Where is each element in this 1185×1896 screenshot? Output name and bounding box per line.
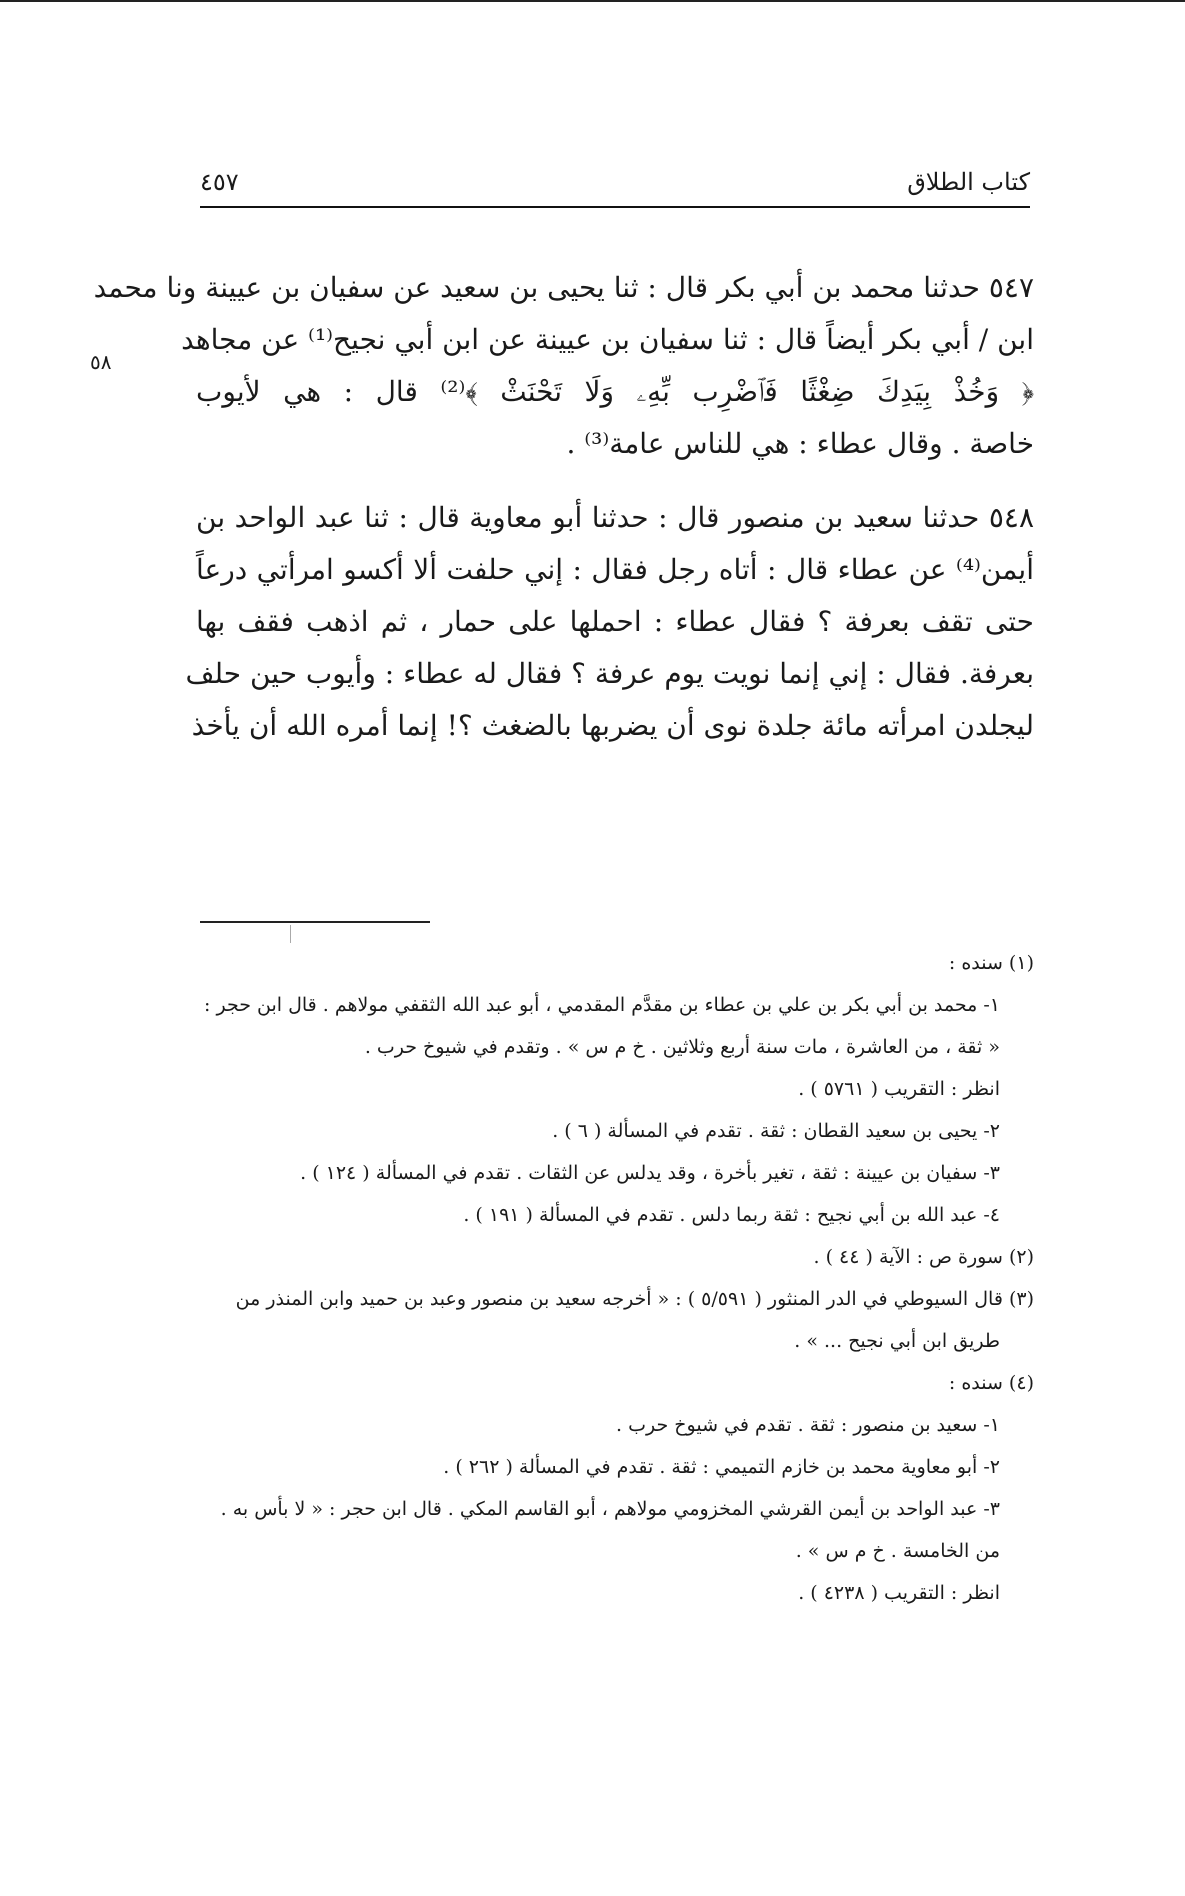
text-line: ٥٤٧ حدثنا محمد بن أبي بكر قال : ثنا يحيى بن سعيد عن سفيان بن عيينة ونا محمد xyxy=(93,271,1034,304)
running-header xyxy=(200,168,1030,208)
page-number: ٤٥٧ xyxy=(200,168,239,196)
footnotes xyxy=(196,942,1034,1614)
footnote-line: ٢- يحيى بن سعيد القطان : ثقة . تقدم في المسألة ( ٦ ) . xyxy=(552,1120,1000,1142)
text-line: خاصة . وقال عطاء : هي للناس عامة⁽³⁾ . xyxy=(566,427,1034,460)
footnote-line: ٣- عبد الواحد بن أيمن القرشي المخزومي مولاهم ، أبو القاسم المكي . قال ابن حجر : « لا بأس به . xyxy=(220,1498,1000,1520)
text-line: حتى تقف بعرفة ؟ فقال عطاء : احملها على حمار ، ثم اذهب فقف بها xyxy=(196,605,1034,638)
quran-verse-line: ﴿ وَخُذْ بِيَدِكَ ضِغْثًا فَٱضْرِب بِّهِۦ وَلَا تَحْنَثْ ﴾⁽²⁾ قال : هي لأيوب xyxy=(196,375,1034,408)
footnote-line: « ثقة ، من العاشرة ، مات سنة أربع وثلاثين . خ م س » . وتقدم في شيوخ حرب . xyxy=(364,1036,1000,1058)
footnote-line: انظر : التقريب ( ٥٧٦١ ) . xyxy=(798,1078,1000,1100)
footnote-line: (١) سنده : xyxy=(948,952,1034,974)
text-line: ٥٤٨ حدثنا سعيد بن منصور قال : حدثنا أبو معاوية قال : ثنا عبد الواحد بن xyxy=(196,501,1034,534)
hadith-548 xyxy=(185,492,1034,752)
footnote-line: (٤) سنده : xyxy=(948,1372,1034,1394)
text-line: بعرفة. فقال : إني إنما نويت يوم عرفة ؟ فقال له عطاء : وأيوب حين حلف xyxy=(185,657,1034,690)
footnote-line: ٤- عبد الله بن أبي نجيح : ثقة ربما دلس . تقدم في المسألة ( ١٩١ ) . xyxy=(463,1204,1000,1226)
footnote-line: ١- محمد بن أبي بكر بن علي بن عطاء بن مقدَّم المقدمي ، أبو عبد الله الثقفي مولاهم . قال ابن حجر : xyxy=(204,994,1000,1016)
text-line: ابن / أبي بكر أيضاً قال : ثنا سفيان بن عيينة عن ابن أبي نجيح⁽¹⁾ عن مجاهد xyxy=(181,323,1034,356)
footnote-line: (٢) سورة ص : الآية ( ٤٤ ) . xyxy=(813,1246,1034,1268)
scan-mark xyxy=(290,925,291,943)
footnote-line: ٢- أبو معاوية محمد بن خازم التميمي : ثقة . تقدم في المسألة ( ٢٦٢ ) . xyxy=(443,1456,1000,1478)
text-line: ليجلدن امرأته مائة جلدة نوى أن يضربها بالضغث ؟! إنما أمره الله أن يأخذ xyxy=(191,709,1034,742)
footnote-line: (٣) قال السيوطي في الدر المنثور ( ٥/٥٩١ ) : « أخرجه سعيد بن منصور وعبد بن حميد وابن المنذر من xyxy=(235,1288,1034,1310)
margin-manuscript-folio: ٥٨ xyxy=(90,350,112,374)
footnote-separator xyxy=(200,921,430,923)
footnote-line: ١- سعيد بن منصور : ثقة . تقدم في شيوخ حرب . xyxy=(616,1414,1000,1436)
footnote-line: ٣- سفيان بن عيينة : ثقة ، تغير بأخرة ، وقد يدلس عن الثقات . تقدم في المسألة ( ١٢٤ ) . xyxy=(300,1162,1000,1184)
footnote-line: من الخامسة . خ م س » . xyxy=(795,1540,1000,1562)
book-title: كتاب الطلاق xyxy=(907,168,1030,196)
footnote-line: طريق ابن أبي نجيح ... » . xyxy=(794,1330,1000,1352)
footnote-line: انظر : التقريب ( ٤٢٣٨ ) . xyxy=(798,1582,1000,1604)
scan-top-edge xyxy=(0,0,1185,2)
text-line: أيمن⁽⁴⁾ عن عطاء قال : أتاه رجل فقال : إني حلفت ألا أكسو امرأتي درعاً xyxy=(196,553,1034,586)
